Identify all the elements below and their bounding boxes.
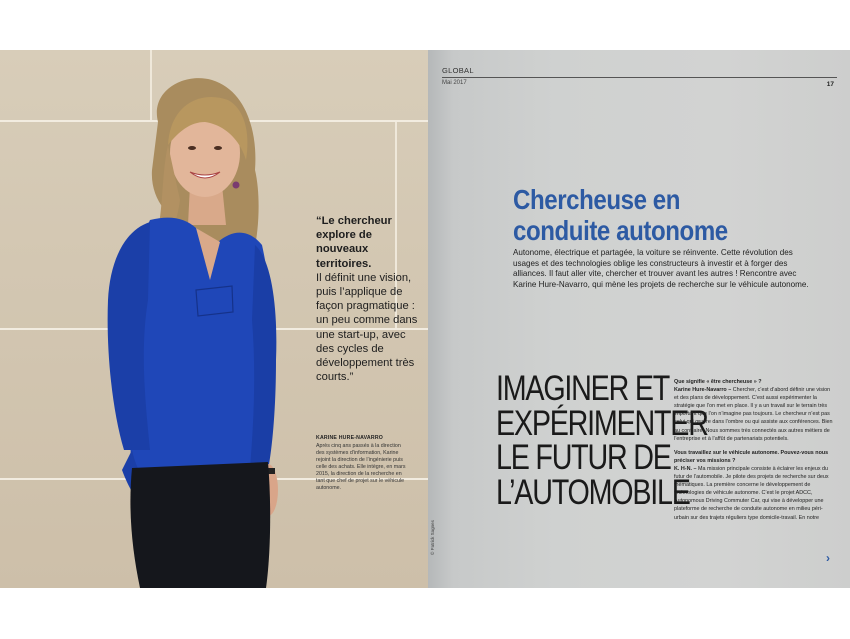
pull-quote-lead: “Le chercheur explore de nouveaux territoires. [316, 215, 392, 270]
magazine-spread [0, 50, 850, 588]
article-title-line: Chercheuse en [513, 184, 681, 215]
right-page-article [428, 50, 850, 588]
pull-quote [316, 214, 420, 384]
section-heading-line: LE FUTUR DE [496, 438, 671, 477]
section-heading-line: EXPÉRIMENTER [496, 403, 708, 443]
question: Que signifie « être chercheuse » ? [674, 379, 762, 385]
portrait-photo [0, 50, 300, 588]
speaker: K. H-N. – [674, 465, 697, 472]
interview-column [674, 378, 836, 528]
article-title [513, 184, 797, 246]
question: Vous travaillez sur le véhicule autonome. Pouvez-vous nous préciser vos missions ? [674, 449, 829, 464]
issue-date: Mai 2017 [442, 80, 467, 86]
bio-text: Après cinq ans passés à la direction des systèmes d’information, Karine rejoint la direction de l’ingénierie puis celle des achats. Elle intègre, en mars 2015, la direction de la recherche en tant que chef de projet sur le véhicule autonome. [316, 443, 406, 491]
chevron-right-icon: › [826, 551, 830, 565]
pull-quote-body: Il définit une vision, puis l’applique de façon pragmatique : un peu comme dans une start-up, avec des cycles de développement très courts.” [316, 271, 418, 384]
speaker: Karine Hure-Navarro – [674, 387, 732, 394]
section-heading-line: L’AUTOMOBILE [496, 472, 690, 512]
article-intro: Autonome, électrique et partagée, la voiture se réinvente. Cette révolution des usages et des technologies oblige les constructeurs à investir et à forger des alliances. Il faut aller vite, chercher et trouver avant les autres ! Rencontre avec Karine Hure-Navarro, qui mène les projets de recherche sur le véhicule autonome. [513, 248, 809, 289]
answer: Ma mission principale consiste à éclairer les enjeux du futur de l’automobile. Je pilote des projets de recherche sur deux thématiques. La première concerne le développement de technologies de véhicule autonome. C’est le projet ADCC, Autonomous Driving Commuter Car, qui vise à développer une plateforme de recherche de conduite autonome en milieu péri-urbain sur des trajets réguliers type domicile-travail. En notre [674, 465, 829, 521]
bio-name: KARINE HURE-NAVARRO [316, 435, 384, 441]
section-heading-line: IMAGINER ET [496, 369, 670, 408]
answer: Chercher, c’est d’abord définir une vision et des plans de développement. C’est aussi expérimenter la stratégie que l’on met en place. Il y a un travail sur le terrain très important que l’on n’imagine pas toujours. Le chercheur n’est pas celui qui œuvre dans l’ombre ou qui assiste aux conférences. Bien au contraire. Nous sommes très connectés aux autres métiers de l’entreprise et à l’affût de partenariats potentiels. [674, 387, 833, 442]
article-title-line: conduite autonome [513, 215, 728, 246]
photo-credit: © Patrick Sagnes [430, 520, 435, 555]
section-label: GLOBAL [442, 66, 474, 75]
header-rule [442, 77, 837, 78]
page-number: 17 [826, 81, 834, 88]
left-page-photo [0, 50, 428, 588]
